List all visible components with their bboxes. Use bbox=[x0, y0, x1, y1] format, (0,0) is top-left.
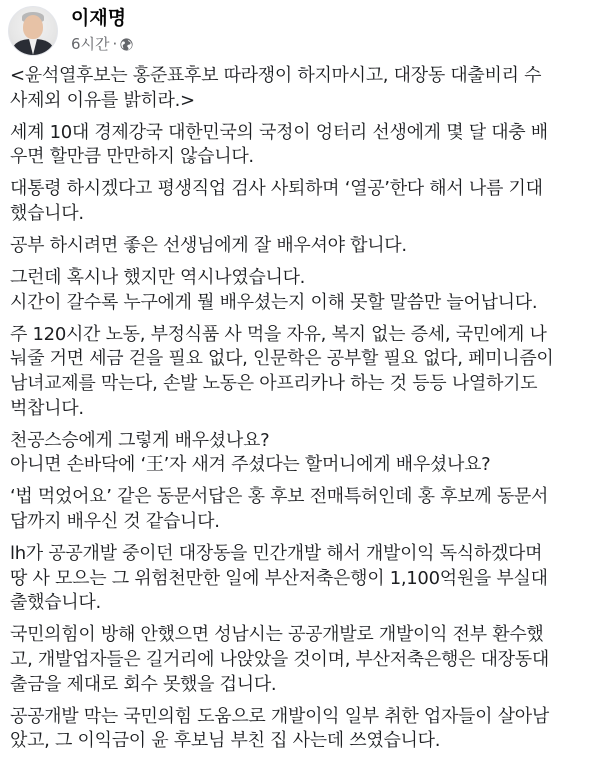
text-line: 았고, 그 이익금이 윤 후보님 부친 집 사는데 쓰였습니다. bbox=[10, 730, 441, 752]
post-meta bbox=[71, 6, 133, 53]
text-line: 아니면 손바닥에 ‘王’자 새겨 주셨다는 할머니에게 배우셨나요? bbox=[10, 454, 491, 476]
text-line: 우면 할만큼 만만하지 않습니다. bbox=[10, 146, 254, 168]
paragraph-2 bbox=[10, 121, 605, 170]
post-body bbox=[10, 64, 605, 761]
text-line: 사제외 이유를 밝히라.> bbox=[10, 89, 195, 111]
text-line: 천공스승에게 그렇게 배우셨나요? bbox=[10, 429, 270, 451]
paragraph-4 bbox=[10, 234, 605, 259]
text-line: 출했습니다. bbox=[10, 592, 101, 614]
text-line: 고, 개발업자들은 길거리에 나앉았을 것이며, 부산저축은행은 대장동대 bbox=[10, 648, 549, 670]
paragraph-10 bbox=[10, 623, 605, 697]
text-line: 그런데 혹시나 했지만 역시나였습니다. bbox=[10, 267, 306, 289]
text-line: 세계 10대 경제강국 대한민국의 국정이 엉터리 선생에게 몇 달 대충 배 bbox=[10, 121, 548, 143]
text-line: 땅 사 모으는 그 위험천만한 일에 부산저축은행이 1,100억원을 부실대 bbox=[10, 567, 548, 589]
paragraph-9 bbox=[10, 542, 605, 616]
text-line: 공공개발 막는 국민의힘 도움으로 개발이익 일부 취한 업자들이 살아남 bbox=[10, 705, 549, 727]
text-line: ‘법 먹었어요’ 같은 동문서답은 홍 후보 전매특허인데 홍 후보께 동문서 bbox=[10, 486, 549, 508]
text-line: 대통령 하시겠다고 평생직업 검사 사퇴하며 ‘열공’한다 해서 나름 기대 bbox=[10, 178, 543, 200]
text-line: <윤석열후보는 홍준표후보 따라쟁이 하지마시고, 대장동 대출비리 수 bbox=[10, 65, 542, 86]
text-line: 공부 하시려면 좋은 선생님에게 잘 배우셔야 합니다. bbox=[10, 235, 407, 257]
paragraph-1 bbox=[10, 64, 605, 113]
text-line: 주 120시간 노동, 부정식품 사 먹을 자유, 복지 없는 증세, 국민에게 나 bbox=[10, 323, 547, 345]
author-name[interactable]: 이재명 bbox=[71, 7, 127, 29]
text-line: 출금을 제대로 회수 못했을 겁니다. bbox=[10, 673, 277, 695]
post-subline bbox=[71, 35, 133, 53]
author-avatar[interactable] bbox=[8, 6, 58, 56]
paragraph-8 bbox=[10, 485, 605, 534]
paragraph-6 bbox=[10, 323, 605, 421]
text-line: 남녀교제를 막는다, 손발 노동은 아프리카나 하는 것 등등 나열하기도 bbox=[10, 373, 538, 395]
paragraph-5 bbox=[10, 266, 605, 315]
paragraph-11 bbox=[10, 705, 605, 754]
text-line: 했습니다. bbox=[10, 202, 84, 224]
text-line: lh가 공공개발 중이던 대장동을 민간개발 해서 개발이익 독식하겠다며 bbox=[10, 543, 543, 565]
paragraph-3 bbox=[10, 177, 605, 226]
text-line: 시간이 갈수록 누구에게 뭘 배우셨는지 이해 못할 말씀만 늘어납니다. bbox=[10, 291, 538, 313]
post-header bbox=[8, 6, 133, 58]
text-line: 국민의힘이 방해 안했으면 성남시는 공공개발로 개발이익 전부 환수했 bbox=[10, 624, 544, 646]
text-line: 벅찹니다. bbox=[10, 397, 84, 419]
globe-icon[interactable] bbox=[120, 38, 133, 51]
text-line: 눠줄 거면 세금 걷을 필요 없다, 인문학은 공부할 필요 없다, 페미니즘이 bbox=[10, 348, 554, 370]
post-timestamp[interactable]: 6시간 bbox=[71, 35, 110, 53]
avatar-face bbox=[23, 15, 43, 39]
paragraph-7 bbox=[10, 429, 605, 478]
text-line: 답까지 배우신 것 같습니다. bbox=[10, 511, 220, 532]
separator-dot: · bbox=[112, 35, 118, 53]
